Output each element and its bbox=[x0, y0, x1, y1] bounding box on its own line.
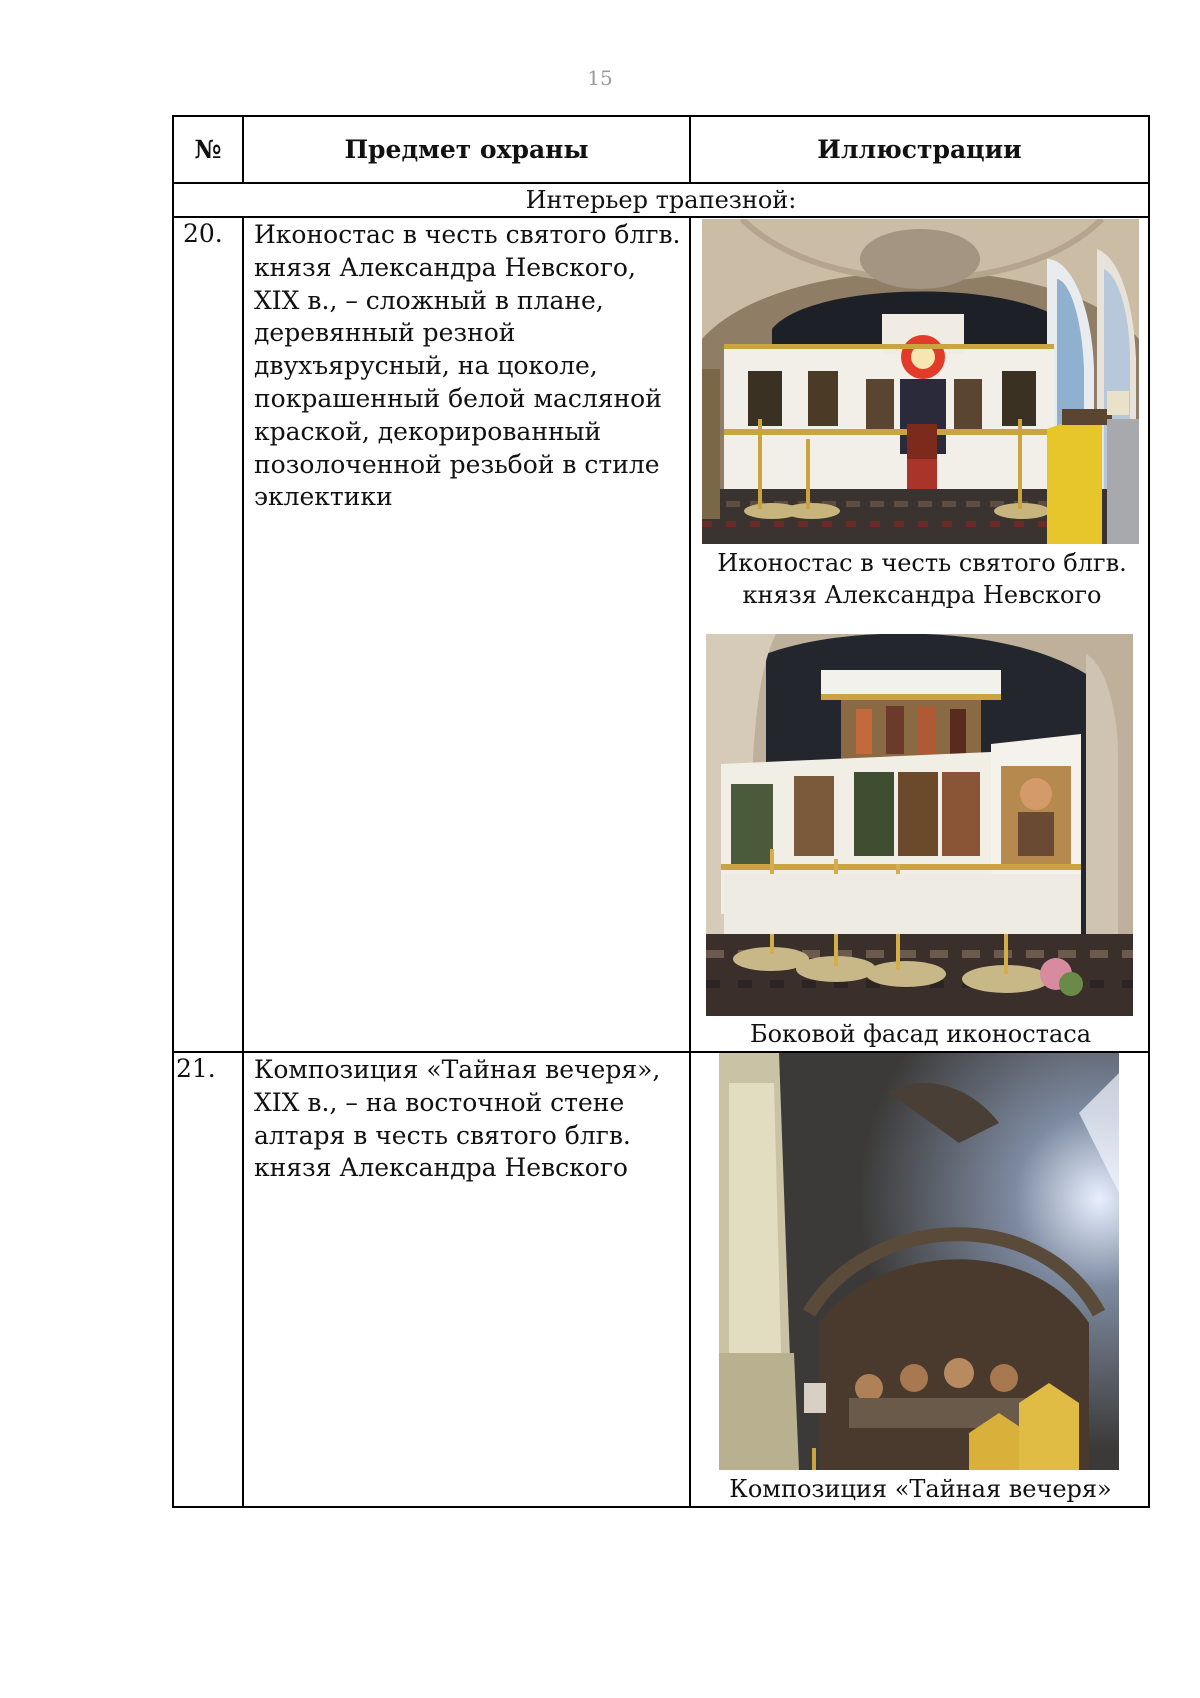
row-number: 21. bbox=[176, 1054, 216, 1083]
iconostasis-front-caption: Иконостас в честь святого блгв. князя Александра Невского bbox=[717, 549, 1127, 609]
section-title: Интерьер трапезной: bbox=[525, 186, 797, 214]
section-divider bbox=[172, 216, 1150, 218]
table-border-left bbox=[172, 115, 174, 1508]
last-supper-caption: Композиция «Тайная вечеря» bbox=[729, 1475, 1112, 1503]
column-divider-number bbox=[242, 216, 244, 1508]
header-illustrations: Иллюстрации bbox=[817, 135, 1022, 164]
row-description: Иконостас в честь святого блгв. князя Александра Невского, XIX в., – сложный в плане, деревянный резной двухъярусный, на цоколе, покрашенный белой масляной краской, декорированный позолоченной резьбой в стиле эклектики bbox=[254, 220, 681, 512]
table-border-right bbox=[1148, 115, 1150, 1508]
last-supper-photo bbox=[719, 1053, 1119, 1470]
header-subject: Предмет охраны bbox=[344, 135, 589, 164]
table-border-bottom bbox=[172, 1506, 1150, 1508]
row-number: 20. bbox=[183, 219, 223, 248]
row-description: Композиция «Тайная вечеря», XIX в., – на восточной стене алтаря в честь святого блгв. князя Александра Невского bbox=[254, 1055, 661, 1183]
column-divider-subject bbox=[689, 216, 691, 1508]
header-number: № bbox=[194, 135, 222, 164]
iconostasis-front-photo bbox=[702, 219, 1139, 544]
protection-subject-table bbox=[172, 115, 1150, 1508]
header-divider bbox=[172, 182, 1150, 184]
iconostasis-side-photo bbox=[706, 634, 1133, 1016]
iconostasis-side-caption: Боковой фасад иконостаса bbox=[749, 1020, 1092, 1048]
page-number: 15 bbox=[587, 66, 613, 90]
